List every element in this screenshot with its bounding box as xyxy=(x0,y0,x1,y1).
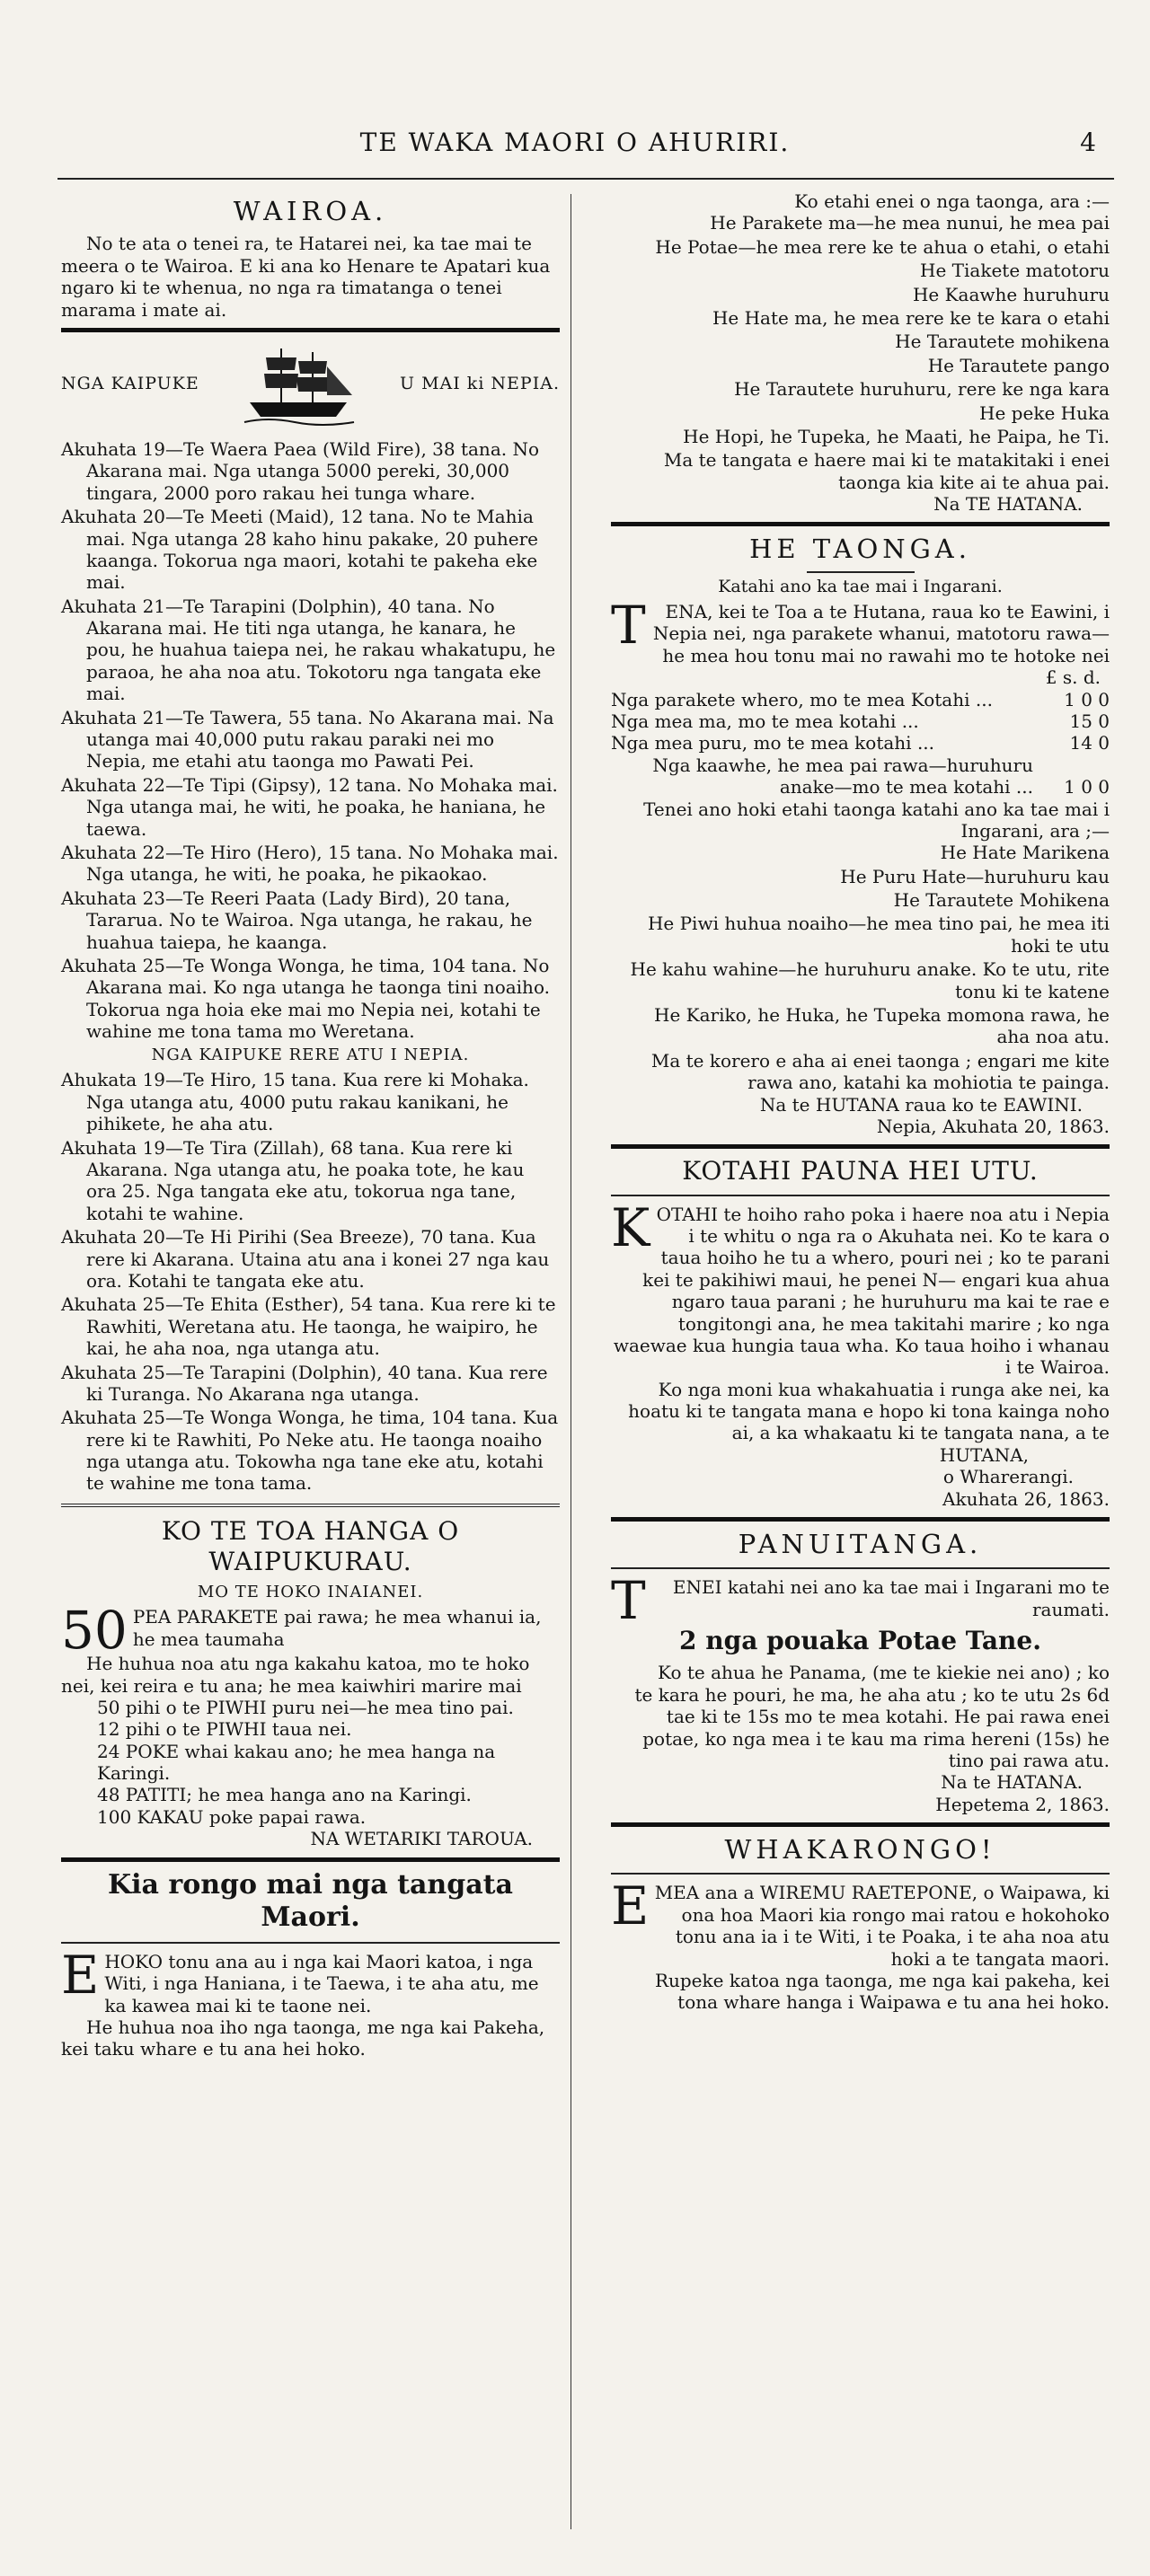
departure-entry: Akuhata 20—Te Hi Pirihi (Sea Breeze), 70 tana. Kua rere ki Akarana. Utaina atu ana i konei 27 nga kau ora. Kotahi te tangata eke atu. xyxy=(61,1226,550,1292)
he-taonga-more: Tenei ano hoki etahi taonga katahi ano ka tae mai i Ingarani, ara ;— xyxy=(643,798,1110,842)
panuitanga-signature: Na te HATANA. xyxy=(941,1771,1083,1794)
price-row: Nga kaawhe, he mea pai rawa—huruhuru anake—mo te mea kotahi ... 1 0 0 xyxy=(652,754,1110,798)
left-column xyxy=(61,190,560,2060)
header-rule xyxy=(58,178,1114,180)
arrival-entry: Akuhata 19—Te Waera Paea (Wild Fire), 38 tana. No Akarana mai. Nga utanga 5000 pereki, 30,000 tingara, 2000 poro rakau hei tunga whare. xyxy=(61,437,539,504)
arrival-entry: Akuhata 21—Te Tawera, 55 tana. No Akarana mai. Na utanga mai 40,000 putu rakau paraki nei mo Nepia, me etahi atu taonga mo Pawati Pei. xyxy=(61,706,554,772)
etahi-item: He Tarautete huruhuru, rere ke nga kara xyxy=(734,378,1110,401)
ship-icon xyxy=(241,340,358,429)
etahi-item: He Potae—he mea rere ke te ahua o etahi, o etahi xyxy=(655,235,1110,258)
toa-item: 50 pihi o te PIWHI puru nei—he mea tino pai. xyxy=(97,1696,514,1718)
toa-title: KO TE TOA HANGA O WAIPUKURAU. xyxy=(161,1515,460,1577)
price-row: Nga mea puru, mo te mea kotahi ... 14 0 xyxy=(611,732,1110,754)
he-taonga-item: He Hate Marikena xyxy=(940,842,1110,864)
whakarongo-title: WHAKARONGO! xyxy=(724,1834,996,1866)
section-rule xyxy=(61,328,560,332)
kotahi-dropcap: K xyxy=(611,1196,650,1258)
he-taonga-item: He Puru Hate—huruhuru kau xyxy=(840,865,1110,887)
page-number: 4 xyxy=(1080,128,1096,157)
panuitanga-title: PANUITANGA. xyxy=(738,1529,983,1560)
panuitanga-intro: T ENEI katahi nei ano ka tae mai i Ingarani mo te raumati. xyxy=(611,1570,1110,1632)
departures-title: NGA KAIPUKE RERE ATU I NEPIA. xyxy=(151,1045,470,1065)
panuitanga-body: Ko te ahua he Panama, (me te kiekie nei ano) ; ko te kara he pouri, he ma, he aha atu ; ko te utu 2s 6d tae ki te 15s mo te mea kotahi. He pai rawa enei potae, ko nga mea i te kau ma rima hereni (15s) he tino pai rawa atu. xyxy=(634,1662,1110,1771)
section-rule xyxy=(611,1144,1110,1149)
arrival-entry: Akuhata 20—Te Meeti (Maid), 12 tana. No te Mahia mai. Nga utanga 28 kaho hinu pakake, 20 puhere kaanga. Tokorua nga maori, kotahi te pakeha eke mai. xyxy=(61,506,538,594)
section-rule xyxy=(611,1822,1110,1827)
toa-subtitle: MO TE HOKO INAIANEI. xyxy=(197,1583,424,1602)
departure-entry: Akuhata 25—Te Wonga Wonga, he tima, 104 tana. Kua rere ki te Rawhiti, Po Neke atu. He taonga noaiho nga utanga atu. Tokowha nga tane eke atu, kotahi te wahine me tona tama. xyxy=(61,1407,559,1495)
kotahi-place: o Wharerangi. xyxy=(942,1466,1074,1488)
etahi-item: He Tiakete matotoru xyxy=(920,260,1110,282)
arrivals-list xyxy=(61,438,560,1043)
whakarongo-body: EMEA ana a WIREMU RAETEPONE, o Waipawa, ki ona hoa Maori kia rongo mai ratou e hokohoko tonu ana ia i te Witi, i te Poaka, i te aha noa atu hoki a te tangata maori. xyxy=(611,1875,1110,1970)
section-rule xyxy=(807,571,915,573)
kotahi-body: KOTAHI te hoiho raho poka i haere noa atu i Nepia i te whitu o nga ra o Akuhata nei. Ko te kara o taua hoiho he tu a whero, pouri nei ; ko te parani kei te pakihiwi maui, he penei N— engari kua ahua ngaro taua parani ; he huruhuru ma kai te rae e tongitongi ana, he mea takitahi marire ; ko nga waewae kua hungia taua wha. Ko taua hoiho i whanau i te Wairoa. xyxy=(611,1196,1110,1379)
section-rule xyxy=(611,1873,1110,1875)
toa-item: 48 PATITI; he mea hanga ano na Karingi. xyxy=(97,1784,472,1806)
toa-signature: NA WETARIKI TAROUA. xyxy=(310,1828,533,1850)
kia-rongo-body: EHOKO tonu ana au i nga kai Maori katoa, i nga Witi, i nga Haniana, i te Taewa, i te aha atu, me ka kawea mai ki te taone nei. xyxy=(61,1944,539,2016)
wairoa-body: No te ata o tenei ra, te Hatarei nei, ka tae mai te meera o te Wairoa. E ki ana ko Henare te Apatari kua ngaro ki te whenua, no nga ra timatanga o tenei marama i mate ai. xyxy=(61,233,551,321)
whakarongo-dropcap: E xyxy=(611,1875,650,1937)
masthead-title: TE WAKA MAORI O AHURIRI. xyxy=(359,128,791,157)
etahi-item: He peke Huka xyxy=(979,401,1110,424)
etahi-item: He Tarautete pango xyxy=(927,354,1110,376)
arrival-entry: Akuhata 25—Te Wonga Wonga, he tima, 104 tana. No Akarana mai. Ko nga utanga he taonga tini noaiho. Tokorua nga hoia eke mai mo Nepia nei, kotahi te wahine me tona tama mo Weretana. xyxy=(61,954,550,1043)
panuitanga-headline: 2 nga pouaka Potae Tane. xyxy=(679,1626,1041,1656)
kotahi-body2: Ko nga moni kua whakahuatia i runga ake nei, ka hoatu ki te tangata mana e hopo ki tona kainga noho ai, a ka whakaatu ki te tangata nana, a te xyxy=(628,1378,1110,1444)
section-rule xyxy=(61,1504,560,1507)
etahi-item: He Parakete ma—he mea nunui, he mea pai xyxy=(710,212,1110,234)
toa-body: He huhua noa atu nga kakahu katoa, mo te hoko nei, kei reira e tu ana; he mea kaiwhiri marire mai xyxy=(61,1653,530,1697)
panuitanga-dropcap: T xyxy=(611,1570,646,1632)
kotahi-dateline: Akuhata 26, 1863. xyxy=(942,1487,1110,1510)
shipping-header xyxy=(61,340,560,429)
etahi-item: He Kaawhe huruhuru xyxy=(912,283,1110,305)
departure-entry: Akuhata 19—Te Tira (Zillah), 68 tana. Kua rere ki Akarana. Nga utanga atu, he poaka tote, he kau ora 25. Nga tangata eke atu, tokorua nga tane, kotahi te wahine. xyxy=(61,1136,525,1224)
he-taonga-signature: Na te HUTANA raua ko te EAWINI. xyxy=(759,1093,1083,1116)
he-taonga-title: HE TAONGA. xyxy=(749,534,971,565)
arrival-entry: Akuhata 22—Te Tipi (Gipsy), 12 tana. No Mohaka mai. Nga utanga mai, he witi, he poaka, he haniana, he taewa. xyxy=(61,773,558,840)
kotahi-title: KOTAHI PAUNA HEI UTU. xyxy=(682,1156,1039,1187)
section-rule xyxy=(611,1567,1110,1569)
section-rule xyxy=(61,1942,560,1944)
whakarongo-body2: Rupeke katoa nga taonga, me nga kai pakeha, kei tona whare hanga i Waipawa e tu ana hei hoko. xyxy=(654,1970,1110,2014)
kia-rongo-dropcap: E xyxy=(61,1944,100,2006)
kia-rongo-body2: He huhua noa iho nga taonga, me nga kai Pakeha, kei taku whare e tu ana hei hoko. xyxy=(61,2016,545,2060)
right-column xyxy=(611,190,1110,2014)
shipping-label-right: U MAI ki NEPIA. xyxy=(400,374,560,394)
shipping-label-left: NGA KAIPUKE xyxy=(61,374,199,394)
departure-entry: Ahukata 19—Te Hiro, 15 tana. Kua rere ki Mohaka. Nga utanga atu, 4000 putu rakau kanikani, he pihikete, he aha atu. xyxy=(61,1069,529,1135)
etahi-intro: Ko etahi enei o nga taonga, ara :— xyxy=(794,190,1110,212)
he-taonga-subtitle: Katahi ano ka tae mai i Ingarani. xyxy=(718,576,1003,596)
toa-dropcap: 50 xyxy=(61,1600,128,1662)
panuitanga-dateline: Hepetema 2, 1863. xyxy=(935,1793,1110,1815)
etahi-signature: Na TE HATANA. xyxy=(933,493,1083,516)
etahi-closing: Ma te tangata e haere mai ki te matakitaki i enei taonga kia kite ai te ahua pai. xyxy=(663,449,1110,493)
kotahi-signature: HUTANA, xyxy=(939,1443,1029,1466)
arrival-entry: Akuhata 23—Te Reeri Paata (Lady Bird), 20 tana, Tararua. No te Wairoa. Nga utanga, he rakau, he huahua taiepa, he kaanga. xyxy=(61,887,533,953)
departure-entry: Akuhata 25—Te Tarapini (Dolphin), 40 tana. Kua rere ki Turanga. No Akarana nga utanga. xyxy=(61,1361,548,1405)
he-taonga-item: He Kariko, he Huka, he Tupeka momona rawa, he aha noa atu. xyxy=(654,1004,1110,1048)
toa-item: 100 KAKAU poke papai rawa. xyxy=(97,1805,367,1828)
currency-header: £ s. d. xyxy=(1045,666,1101,689)
price-row: Nga mea ma, mo te mea kotahi ... 15 0 xyxy=(611,710,1110,732)
price-row: Nga parakete whero, mo te mea Kotahi ... 1 0 0 xyxy=(611,688,1110,710)
departure-entry: Akuhata 25—Te Ehita (Esther), 54 tana. Kua rere ki te Rawhiti, Weretana atu. He taonga, he waipiro, he kai, he aha noa, nga utanga atu. xyxy=(61,1293,556,1360)
he-taonga-dateline: Nepia, Akuhata 20, 1863. xyxy=(876,1116,1110,1137)
departures-list xyxy=(61,1069,560,1494)
he-taonga-item: He Tarautete Mohikena xyxy=(893,889,1110,912)
etahi-item: He Hopi, he Tupeka, he Maati, he Paipa, he Ti. xyxy=(683,425,1110,447)
section-rule xyxy=(611,522,1110,526)
he-taonga-item: He Piwi huhua noaiho—he mea tino pai, he mea iti hoki te utu xyxy=(647,913,1110,957)
arrival-entry: Akuhata 21—Te Tarapini (Dolphin), 40 tana. No Akarana mai. He titi nga utanga, he kanara, he pou, he huahua taiepa nei, he rakau whakatupu, he paraoa, he aha noa atu. Tokotoru nga tangata eke mai. xyxy=(61,595,556,705)
toa-item: 24 POKE whai kakau ano; he mea hanga na Karingi. xyxy=(97,1740,496,1785)
toa-item: 12 pihi o te PIWHI taua nei. xyxy=(97,1718,352,1741)
kia-rongo-title: Kia rongo mai nga tangata Maori. xyxy=(108,1868,513,1934)
toa-intro: 50 PEA PARAKETE pai rawa; he mea whanui ia, he mea taumaha xyxy=(61,1600,542,1662)
wairoa-title: WAIROA. xyxy=(233,196,388,226)
he-taonga-intro: T ENA, kei te Toa a te Hutana, raua ko te Eawini, i Nepia nei, nga parakete whanui, matotoru rawa—he mea hou tonu mai no rawahi mo te hotoke nei xyxy=(611,595,1110,666)
he-taonga-closing: Ma te korero e aha ai enei taonga ; engari me kite rawa ano, katahi ka mohiotia te painga. xyxy=(650,1049,1110,1094)
arrival-entry: Akuhata 22—Te Hiro (Hero), 15 tana. No Mohaka mai. Nga utanga, he witi, he poaka, he pikaokao. xyxy=(61,841,559,886)
etahi-item: He Tarautete mohikena xyxy=(895,331,1110,353)
section-rule xyxy=(611,1195,1110,1196)
he-taonga-dropcap: T xyxy=(611,595,646,657)
section-rule xyxy=(61,1857,560,1862)
section-rule xyxy=(611,1517,1110,1522)
etahi-item: He Hate ma, he mea rere ke te kara o etahi xyxy=(712,306,1110,329)
he-taonga-item: He kahu wahine—he huruhuru anake. Ko te utu, rite tonu ki te katene xyxy=(630,958,1110,1002)
